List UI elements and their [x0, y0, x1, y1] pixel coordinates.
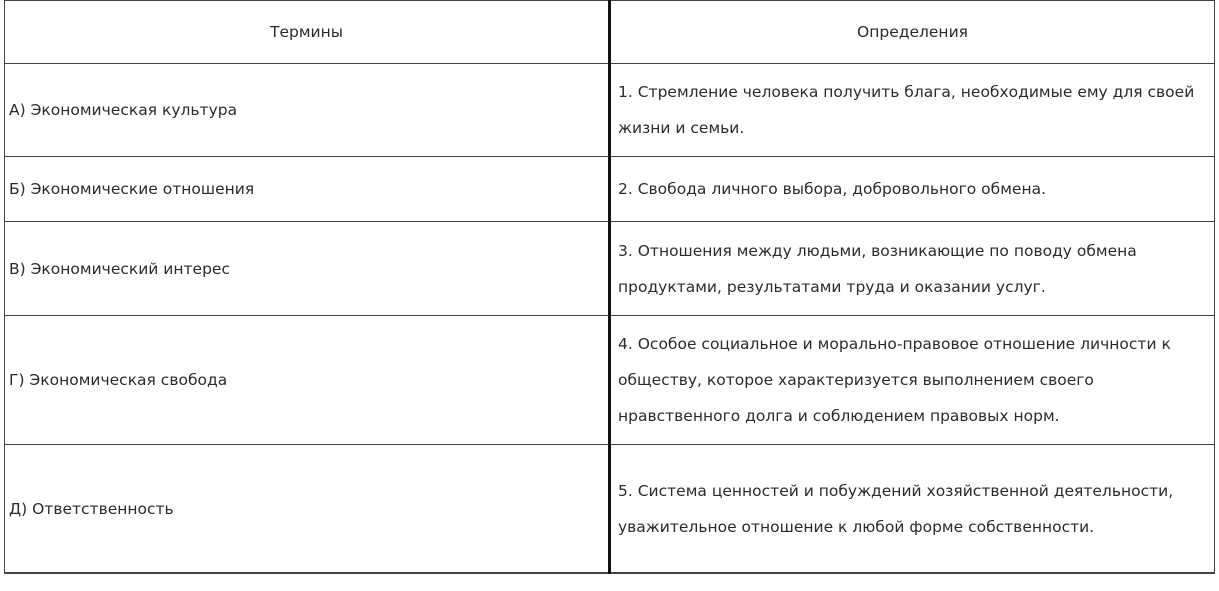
- definition-cell: 2. Свобода личного выбора, добровольного обмена.: [610, 157, 1215, 222]
- table-row: [5, 222, 1215, 316]
- term-cell: Д) Ответственность: [5, 445, 610, 574]
- table-row: [5, 64, 1215, 157]
- table-header-row: [5, 1, 1215, 64]
- definition-cell: 3. Отношения между людьми, возникающие по поводу обмена продуктами, результатами труда и оказании услуг.: [610, 222, 1215, 316]
- term-cell: А) Экономическая культура: [5, 64, 610, 157]
- definition-cell: 4. Особое социальное и морально-правовое отношение личности к обществу, которое характеризуется выполнением своего нравственного долга и соблюдением правовых норм.: [610, 316, 1215, 445]
- term-cell: Б) Экономические отношения: [5, 157, 610, 222]
- definition-cell: 5. Система ценностей и побуждений хозяйственной деятельности, уважительное отношение к любой форме собственности.: [610, 445, 1215, 574]
- terms-definitions-table-container: [4, 0, 1214, 574]
- header-terms: Термины: [5, 1, 610, 64]
- header-definitions: Определения: [610, 1, 1215, 64]
- table-row: [5, 316, 1215, 445]
- table-row: [5, 445, 1215, 574]
- terms-definitions-table: [4, 0, 1215, 574]
- term-cell: Г) Экономическая свобода: [5, 316, 610, 445]
- term-cell: В) Экономический интерес: [5, 222, 610, 316]
- table-row: [5, 157, 1215, 222]
- definition-cell: 1. Стремление человека получить блага, необходимые ему для своей жизни и семьи.: [610, 64, 1215, 157]
